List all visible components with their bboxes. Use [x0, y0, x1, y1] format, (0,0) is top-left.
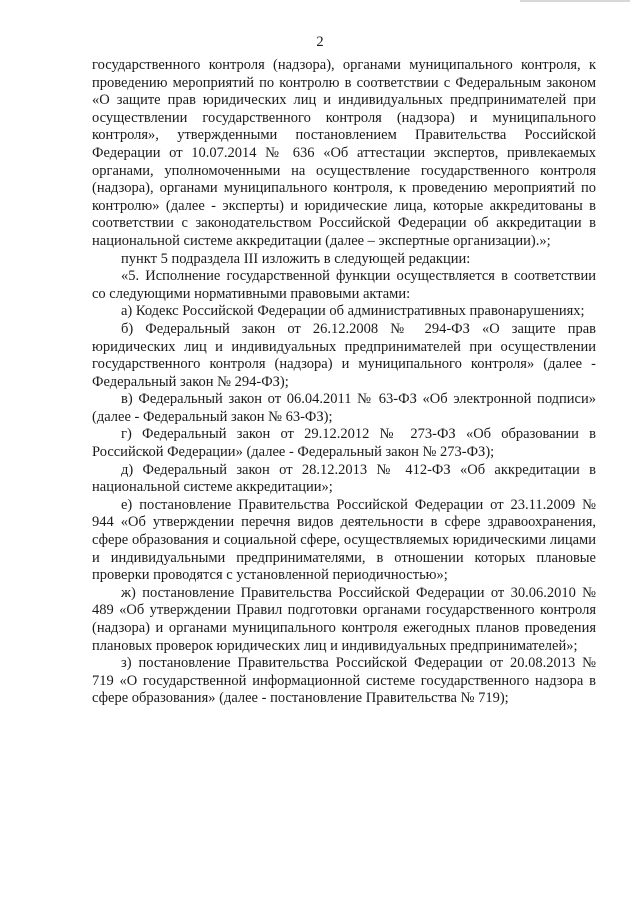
list-item-zh: ж) постановление Правительства Российской Федерации от 30.06.2010 № 489 «Об утверждении Правил подготовки органами государственного контроля (надзора) и органами муниципального контроля ежегодных планов проведения плановых проверок юридических лиц и индивидуальных предпринимателей»;: [92, 584, 596, 654]
list-item-b: б) Федеральный закон от 26.12.2008 № 294-ФЗ «О защите прав юридических лиц и индивидуальных предпринимателей при осуществлении государственного контроля (надзора) и муниципального контроля» (далее - Федеральный закон № 294-ФЗ);: [92, 320, 596, 390]
list-item-a: а) Кодекс Российской Федерации об административных правонарушениях;: [121, 303, 585, 320]
page-number: 2: [316, 34, 324, 50]
paragraph-experts-definition: государственного контроля (надзора), органами муниципального контроля, к проведению мероприятий по контролю в соответствии с Федеральным законом «О защите прав юридических лиц и индивидуальных предпринимателей при осуществлении государственного контроля (надзора) и муниципального контроля», утвержденными постановлением Правительства Российской Федерации от 10.07.2014 № 636 «Об аттестации экспертов, привлекаемых органами, уполномоченными на осуществление государственного контроля (надзора), органами муниципального контроля, к проведению мероприятий по контролю» (далее - эксперты) и юридические лица, которые аккредитованы в соответствии с законодательством Российской Федерации об аккредитации в национальной системе аккредитации (далее – экспертные организации).»;: [92, 57, 596, 249]
list-item-d: д) Федеральный закон от 28.12.2013 № 412-ФЗ «Об аккредитации в национальной системе аккредитации»;: [92, 461, 596, 496]
paragraph-point-5-intro: пункт 5 подраздела III изложить в следующей редакции:: [121, 250, 471, 267]
list-item-v: в) Федеральный закон от 06.04.2011 № 63-ФЗ «Об электронной подписи» (далее - Федеральный закон № 63-ФЗ);: [92, 391, 596, 425]
list-item-e: е) постановление Правительства Российской Федерации от 23.11.2009 № 944 «Об утверждении перечня видов деятельности в сфере здравоохранения, сфере образования и социальной сфере, осуществляемых юридическими лицами и индивидуальными предпринимателями, в отношении которых плановые проверки проводятся с установленной периодичностью»;: [92, 496, 596, 584]
paragraph-point-5-text: «5. Исполнение государственной функции осуществляется в соответствии со следующими нормативными правовыми актами:: [92, 268, 596, 302]
list-item-z: з) постановление Правительства Российской Федерации от 20.08.2013 № 719 «О государственной информационной системе государственного надзора в сфере образования» (далее - постановление Правительства № 719);: [92, 655, 596, 707]
list-item-g: г) Федеральный закон от 29.12.2012 № 273-ФЗ «Об образовании в Российской Федерации» (далее - Федеральный закон № 273-ФЗ);: [92, 426, 596, 461]
top-edge-mark: [520, 0, 630, 2]
document-body: [92, 57, 596, 708]
